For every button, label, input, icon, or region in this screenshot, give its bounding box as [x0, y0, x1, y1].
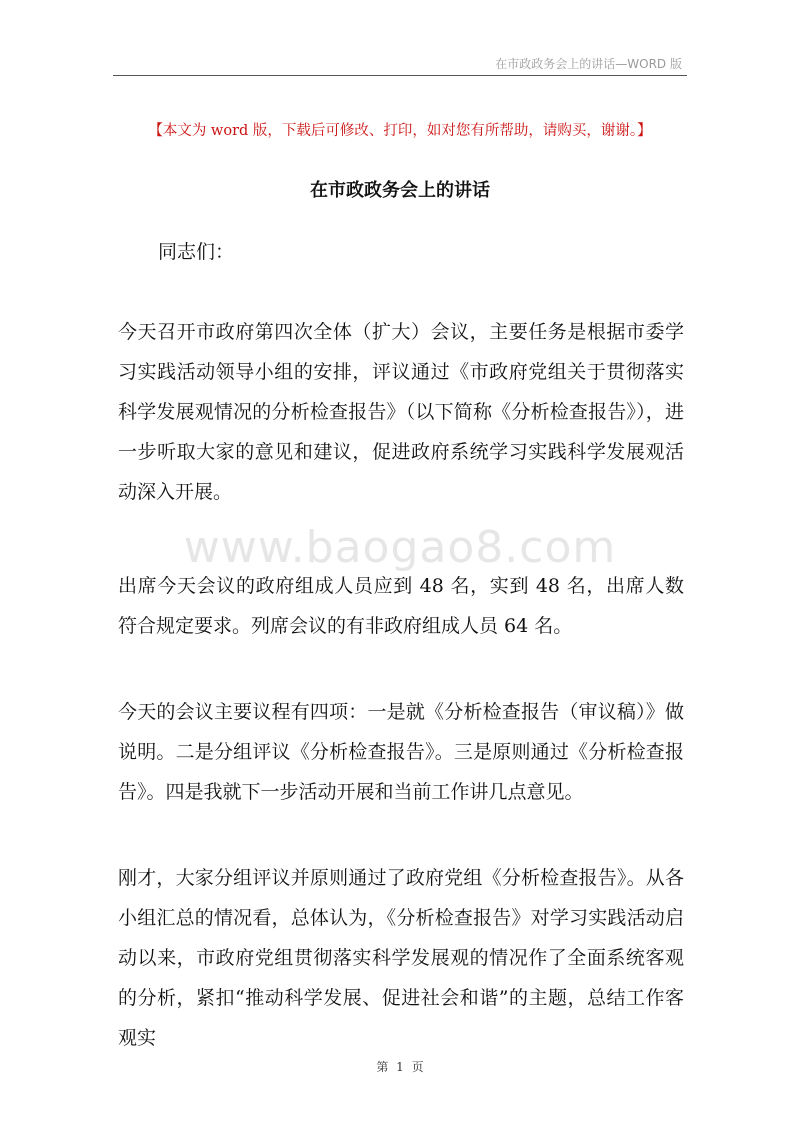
page-number: 1 [396, 1060, 404, 1074]
footer-suffix: 页 [411, 1060, 424, 1074]
document-title: 在市政政务会上的讲话 [310, 180, 490, 201]
page-footer [0, 1058, 800, 1075]
paragraph-3: 今天的会议主要议程有四项：一是就《分析检查报告（审议稿）》做说明。二是分组评议《分析检查报告》。三是原则通过《分析检查报告》。四是我就下一步活动开展和当前工作讲几点意见。 [118, 701, 684, 803]
paragraph-2: 出席今天会议的政府组成人员应到 48 名，实到 48 名，出席人数符合规定要求。列席会议的有非政府组成人员 64 名。 [118, 575, 684, 637]
footer-prefix: 第 [376, 1060, 389, 1074]
header-divider [113, 75, 687, 76]
paragraph-1: 今天召开市政府第四次全体（扩大）会议，主要任务是根据市委学习实践活动领导小组的安排，评议通过《市政府党组关于贯彻落实科学发展观情况的分析检查报告》（以下简称《分析检查报告》），进一步听取大家的意见和建议，促进政府系统学习实践科学发展观活动深入开展。 [118, 321, 684, 503]
paragraph-4: 刚才，大家分组评议并原则通过了政府党组《分析检查报告》。从各小组汇总的情况看，总体认为，《分析检查报告》对学习实践活动启动以来，市政府党组贯彻落实科学发展观的情况作了全面系统客观的分析，紧扣“推动科学发展、促进社会和谐”的主题，总结工作客观实 [118, 867, 684, 1049]
download-notice: 【本文为 word 版，下载后可修改、打印，如对您有所帮助，请购买，谢谢。】 [148, 123, 652, 139]
watermark: www.baogao8.com [183, 522, 617, 573]
running-header: 在市政政务会上的讲话—WORD 版 [495, 57, 682, 71]
salutation: 同志们： [158, 241, 235, 263]
